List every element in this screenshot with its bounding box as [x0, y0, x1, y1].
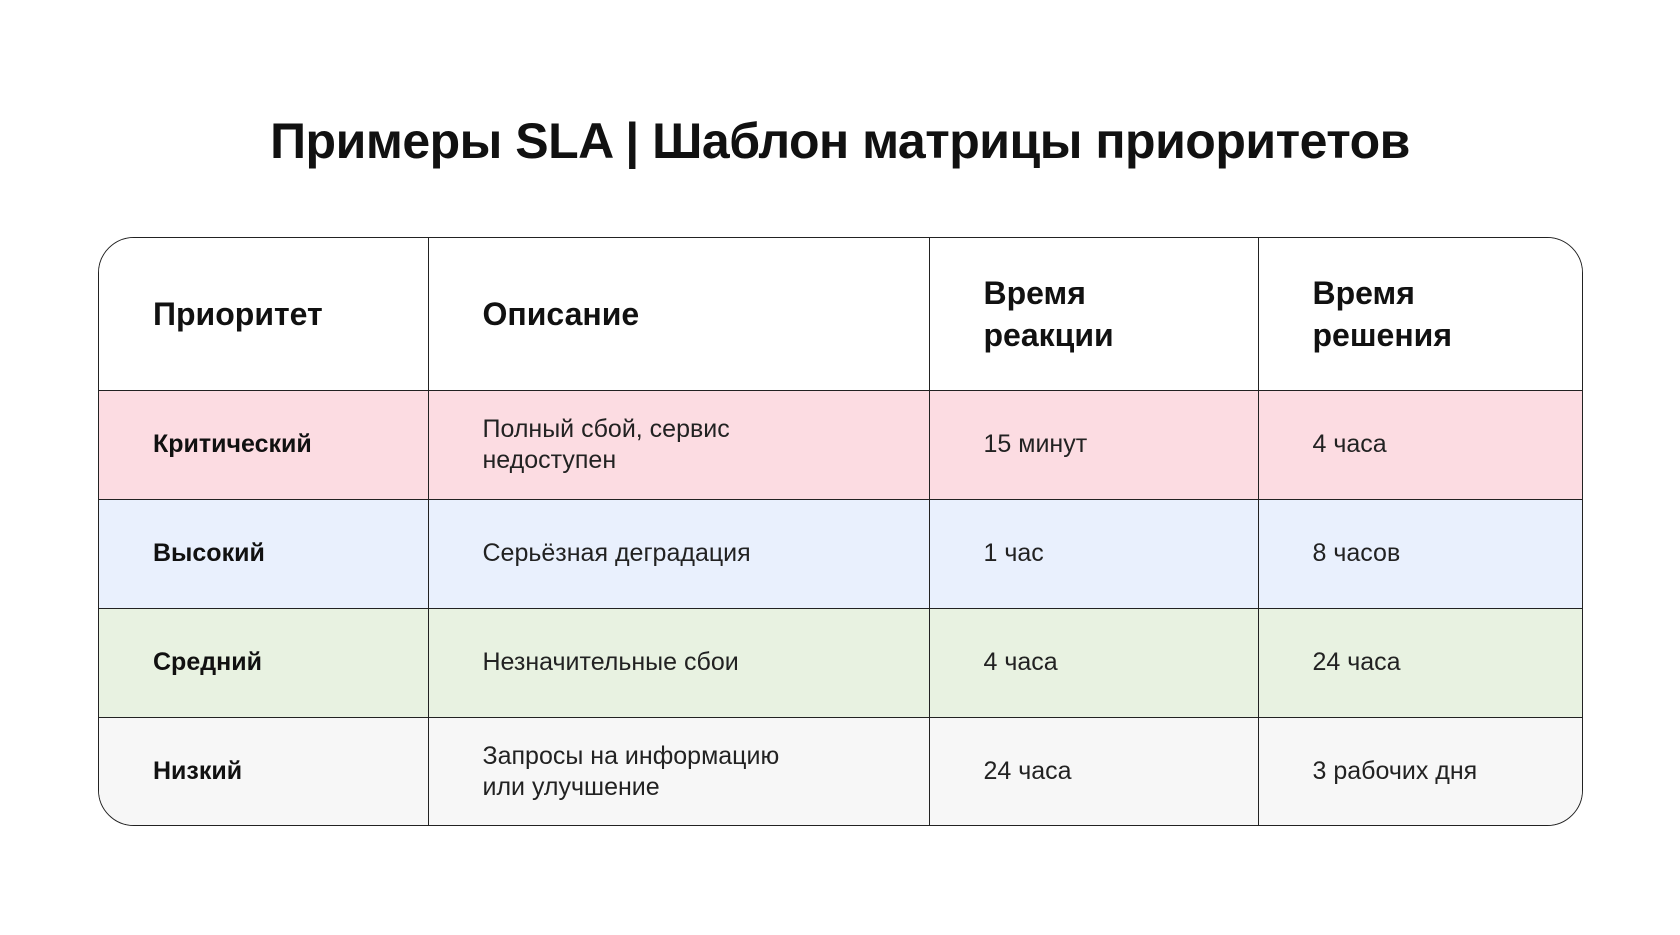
- header-description: Описание: [428, 238, 929, 390]
- response-time-cell: 15 минут: [929, 390, 1258, 499]
- sla-priority-table: [98, 237, 1583, 826]
- description-cell: Серьёзная деградация: [428, 499, 929, 608]
- priority-cell: Критический: [99, 390, 428, 499]
- description-cell: Незначительные сбои: [428, 608, 929, 717]
- table-header-row: [99, 238, 1582, 390]
- priority-cell: Низкий: [99, 717, 428, 826]
- resolution-time-cell: 8 часов: [1258, 499, 1582, 608]
- table-row-critical: [99, 390, 1582, 499]
- header-resolution-time: Время решения: [1258, 238, 1582, 390]
- description-cell: Запросы на информацию или улучшение: [428, 717, 929, 826]
- page-title: Примеры SLA | Шаблон матрицы приоритетов: [270, 113, 1410, 169]
- table-row-medium: [99, 608, 1582, 717]
- priority-cell: Средний: [99, 608, 428, 717]
- table-row-high: [99, 499, 1582, 608]
- response-time-cell: 24 часа: [929, 717, 1258, 826]
- resolution-time-cell: 24 часа: [1258, 608, 1582, 717]
- resolution-time-cell: 3 рабочих дня: [1312, 757, 1478, 786]
- description-cell: Полный сбой, сервис недоступен: [428, 390, 929, 499]
- header-response-time: Время реакции: [929, 238, 1258, 390]
- header-priority: Приоритет: [99, 238, 428, 390]
- response-time-cell: 1 час: [929, 499, 1258, 608]
- response-time-cell: 4 часа: [929, 608, 1258, 717]
- priority-cell: Высокий: [99, 499, 428, 608]
- table-row-low: [99, 717, 1582, 826]
- resolution-time-cell: 4 часа: [1258, 390, 1582, 499]
